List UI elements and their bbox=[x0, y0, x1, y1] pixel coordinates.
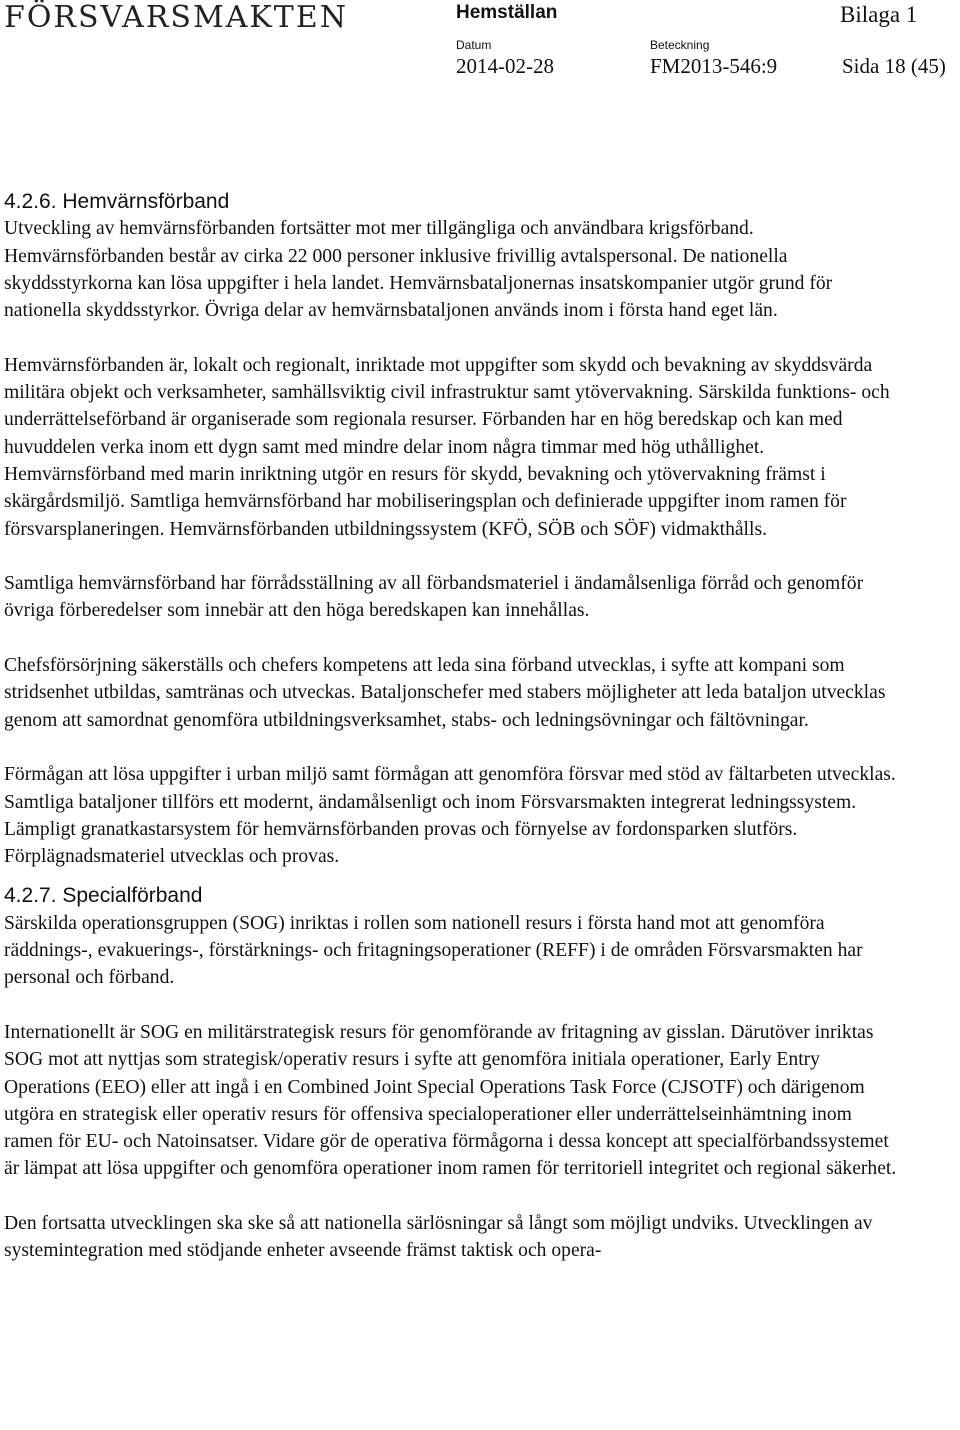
paragraph: Hemvärnsförbanden är, lokalt och regionalt, inriktade mot uppgifter som skydd och bevakning av skyddsvärda militära objekt och verksamheter, samhällsviktig civil infrastruktur samt ytövervakning. Särskilda funktions- och underrättelseförband är organiserade som regionala resurser. Förbanden har en hög beredskap och kan med huvuddelen verka inom ett dygn samt med mindre delar inom några timmar med hög uthållighet. Hemvärnsförband med marin inriktning utgör en resurs för skydd, bevakning och ytövervakning främst i skärgårdsmiljö. Samtliga hemvärnsförband har mobiliseringsplan och definierade uppgifter inom ramen för försvarsplaneringen. Hemvärnsförbanden utbildningssystem (KFÖ, SÖB och SÖF) vidmakthålls. bbox=[4, 354, 890, 540]
document-body bbox=[4, 188, 904, 1292]
paragraph: Internationellt är SOG en militärstrategisk resurs för genomförande av fritagning av gisslan. Därutöver inriktas SOG mot att nyttjas som strategisk/operativ resurs i syfte att genomföra initiala operationer, Early Entry Operations (EEO) eller att ingå i en Combined Joint Special Operations Task Force (CJSOTF) och därigenom utgöra en strategisk eller operativ resurs för offensiva specialoperationer eller underrättelseinhämtning inom ramen för EU- och Natoinsatser. Vidare gör de operativa förmågorna i dessa koncept att specialförbandssystemet är lämpat att lösa uppgifter och genomföra operationer inom ramen för territoriell integritet och regional säkerhet. bbox=[4, 1021, 897, 1180]
paragraph: Utveckling av hemvärnsförbanden fortsätter mot mer tillgängliga och användbara krigsförband. Hemvärnsförbanden består av cirka 22 000 personer inklusive frivillig avtalspersonal. De nationella skyddsstyrkorna kan lösa uppgifter i hela landet. Hemvärnsbataljonernas insatskompanier utgör grund för nationella skyddsstyrkor. Övriga delar av hemvärnsbataljonen används inom i första hand eget län. bbox=[4, 218, 833, 322]
reference-label: Beteckning bbox=[650, 38, 710, 52]
attachment-label: Bilaga 1 bbox=[840, 2, 918, 27]
section-heading-hemvarnsforband: 4.2.6. Hemvärnsförband bbox=[4, 190, 230, 213]
paragraph: Samtliga hemvärnsförband har förrådsställning av all förbandsmateriel i ändamålsenliga förråd och genomför övriga förberedelser som innebär att den höga beredskapen kan innehållas. bbox=[4, 573, 864, 622]
reference-value: FM2013-546:9 bbox=[650, 54, 778, 78]
paragraph: Förmågan att lösa uppgifter i urban miljö samt förmågan att genomföra försvar med stöd av fältarbeten utvecklas. Samtliga bataljoner tillförs ett modernt, ändamålsenligt och inom Försvarsmakten integrerat ledningssystem. Lämpligt granatkastarsystem för hemvärnsförbanden provas och förnyelse av fordonsparken slutförs. Förplägnadsmateriel utvecklas och provas. bbox=[4, 764, 896, 868]
date-label: Datum bbox=[456, 38, 492, 52]
paragraph: Chefsförsörjning säkerställs och chefers kompetens att leda sina förband utvecklas, i syfte att kompani som stridsenhet utbildas, samtränas och utveckas. Bataljonschefer med stabers möjligheter att leda bataljon utvecklas genom att samordnat genomföra utbildningsverksamhet, stabs- och ledningsövningar och fältövningar. bbox=[4, 655, 886, 731]
date-value: 2014-02-28 bbox=[456, 54, 554, 78]
document-type: Hemställan bbox=[456, 2, 558, 23]
paragraph: Särskilda operationsgruppen (SOG) inriktas i rollen som nationell resurs i första hand mot att genomföra räddnings-, evakuerings-, förstärknings- och fritagningsoperationer (REFF) i de områden Försvarsmakten har personal och förband. bbox=[4, 912, 863, 989]
section-heading-specialforband: 4.2.7. Specialförband bbox=[4, 884, 203, 908]
paragraph: Den fortsatta utvecklingen ska ske så att nationella särlösningar så långt som möjligt undviks. Utvecklingen av systemintegration med stödjande enheter avseende främst taktisk och opera- bbox=[4, 1212, 873, 1262]
page-number: Sida 18 (45) bbox=[842, 54, 946, 78]
organization-logo: FÖRSVARSMAKTEN bbox=[4, 0, 348, 35]
